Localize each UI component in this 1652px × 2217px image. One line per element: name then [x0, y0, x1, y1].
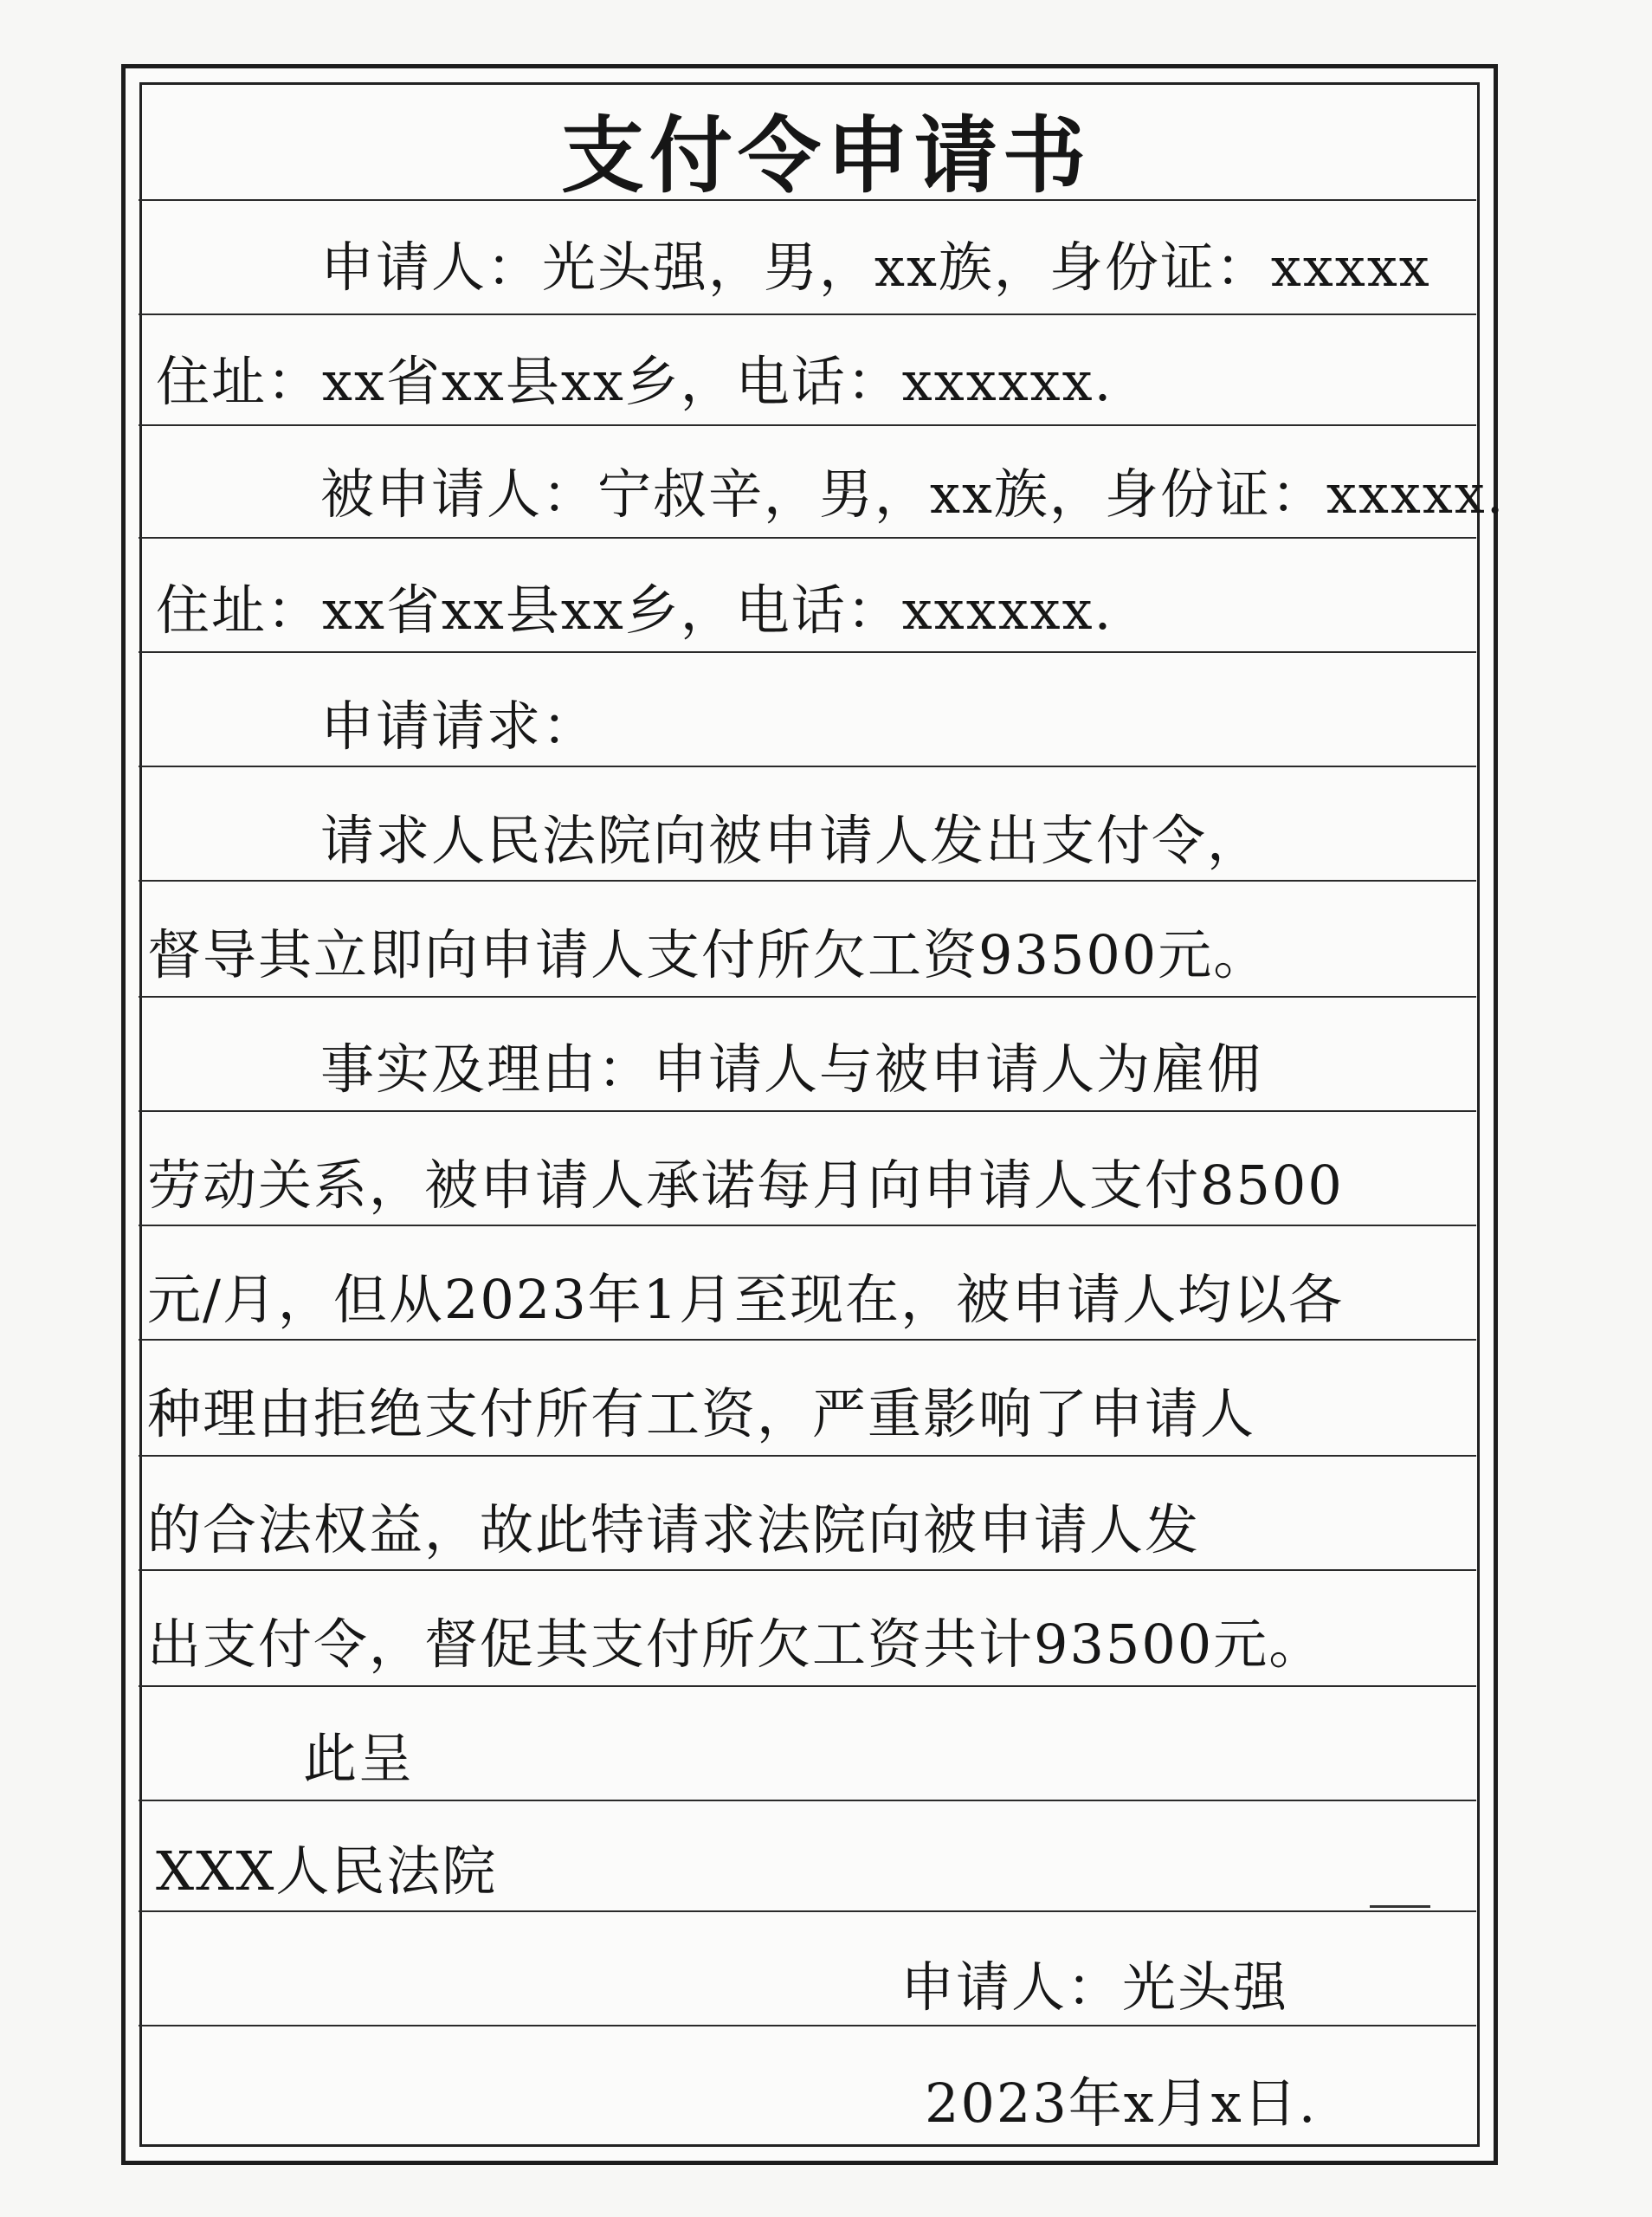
facts-line-6: 出支付令，督促其支付所欠工资共计93500元。	[147, 1613, 1325, 1676]
facts-line-5: 的合法权益，故此特请求法院向被申请人发	[147, 1498, 1201, 1561]
ruled-line	[139, 2025, 1476, 2026]
respondent-address-line: 住址：xx省xx县xx乡，电话：xxxxxx.	[156, 578, 1113, 642]
applicant-info-line: 申请人：光头强，男，xx族，身份证：xxxxx	[320, 236, 1431, 299]
ruled-line	[139, 424, 1476, 426]
ruled-line	[139, 1225, 1476, 1226]
ruled-line	[139, 880, 1476, 882]
request-line-1: 请求人民法院向被申请人发出支付令，	[320, 809, 1263, 872]
closing-phrase: 此呈	[303, 1727, 415, 1790]
ruled-line	[139, 651, 1476, 653]
ruled-line	[139, 766, 1476, 767]
stray-pen-mark	[1370, 1905, 1430, 1908]
ruled-line	[139, 1455, 1476, 1457]
ruled-line	[139, 1910, 1476, 1912]
request-heading: 申请请求：	[320, 695, 598, 758]
facts-line-4: 种理由拒绝支付所有工资，严重影响了申请人	[147, 1382, 1256, 1445]
ruled-line	[139, 1110, 1476, 1112]
ruled-line	[139, 537, 1476, 539]
ruled-line	[139, 1685, 1476, 1687]
applicant-address-line: 住址：xx省xx县xx乡，电话：xxxxxx.	[156, 350, 1113, 413]
facts-line-2: 劳动关系，被申请人承诺每月向申请人支付8500	[147, 1154, 1344, 1217]
ruled-line	[139, 313, 1476, 315]
document-title: 支付令申请书	[561, 107, 1091, 204]
ruled-line	[139, 1339, 1476, 1341]
facts-line-3: 元/月，但从2023年1月至现在，被申请人均以各	[147, 1268, 1345, 1331]
court-addressee: XXX人民法院	[156, 1839, 498, 1903]
signature-applicant: 申请人：光头强	[900, 1955, 1289, 2019]
request-line-2: 督导其立即向申请人支付所欠工资93500元。	[147, 923, 1269, 986]
ruled-line	[139, 1800, 1476, 1801]
signature-date: 2023年x月x日.	[925, 2072, 1318, 2135]
respondent-info-line: 被申请人：宁叔辛，男，xx族，身份证：xxxxx.	[320, 462, 1506, 526]
ruled-line	[139, 1569, 1476, 1571]
facts-line-1: 事实及理由：申请人与被申请人为雇佣	[320, 1037, 1263, 1101]
ruled-line	[139, 996, 1476, 998]
